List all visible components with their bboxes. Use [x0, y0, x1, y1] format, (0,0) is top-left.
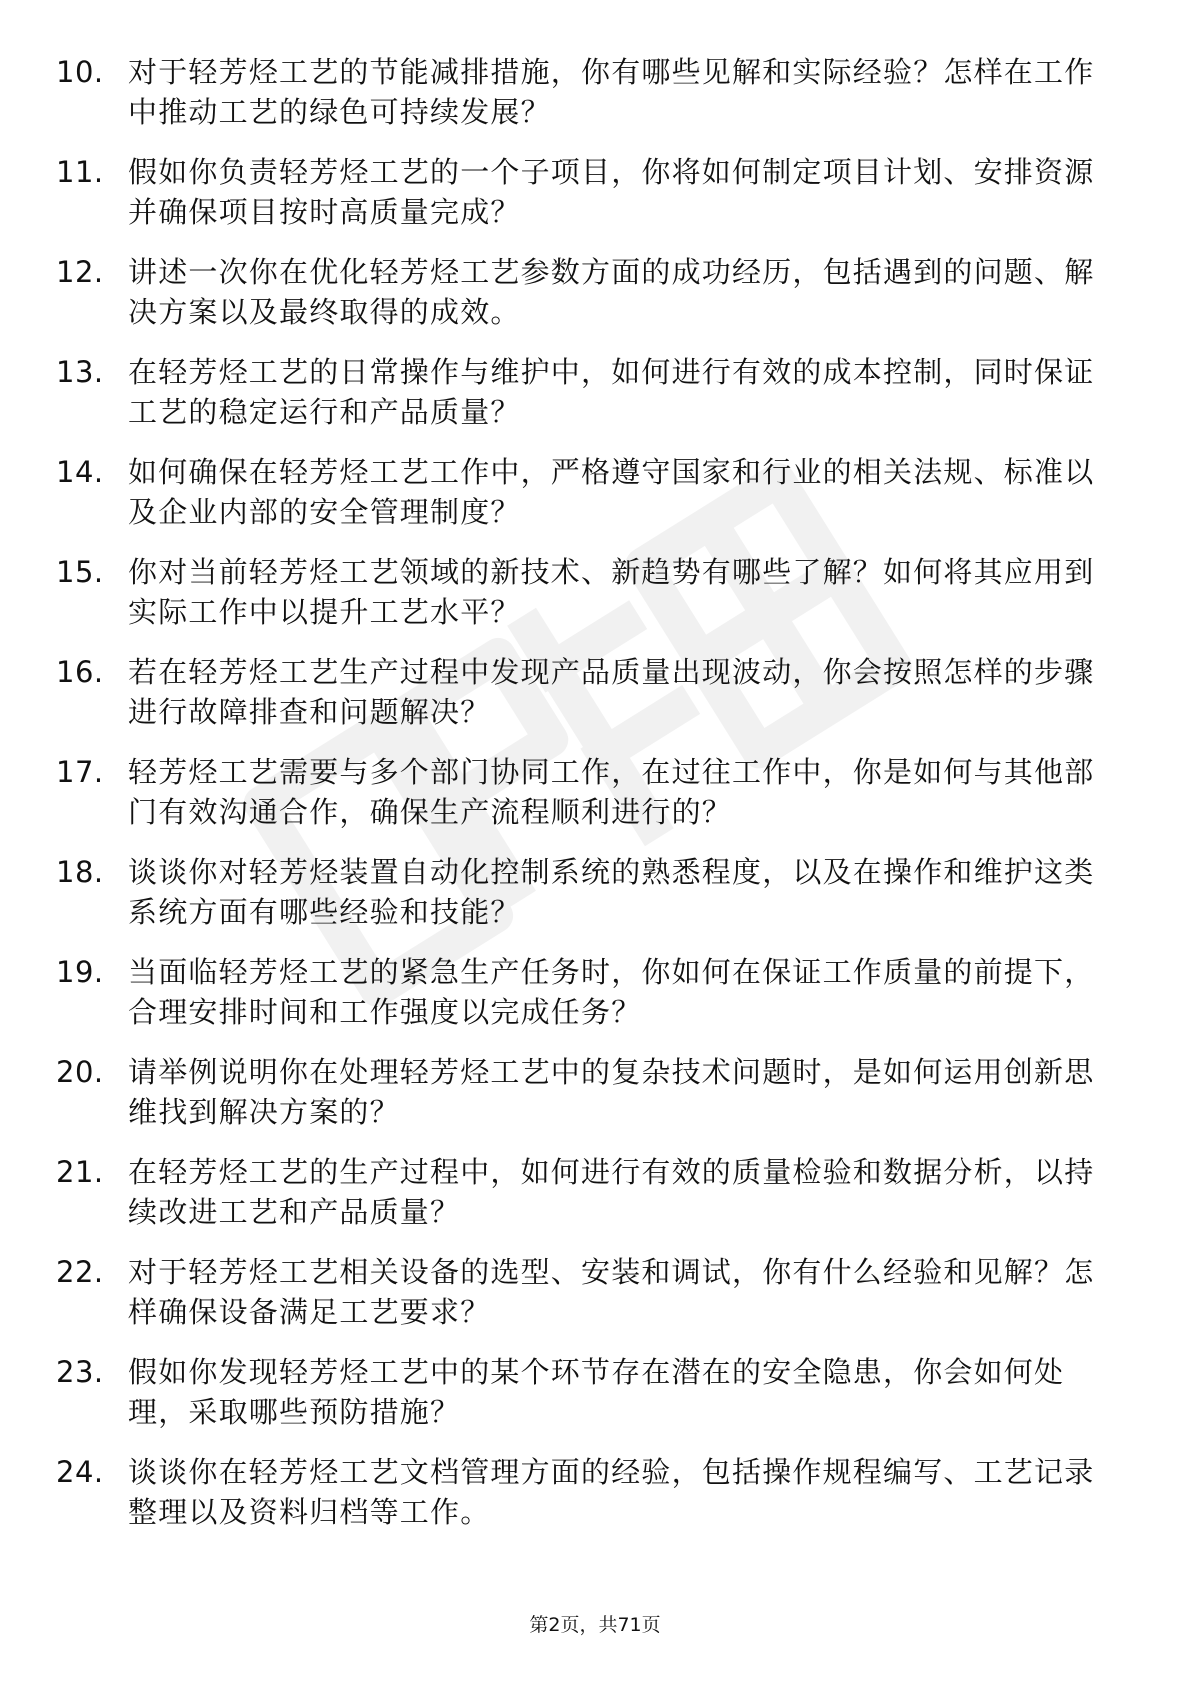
list-item [56, 452, 1106, 552]
question-text: 谈谈你对轻芳烃装置自动化控制系统的熟悉程度，以及在操作和维护这类系统方面有哪些经验和技能？ [128, 855, 1095, 929]
list-item [56, 952, 1106, 1052]
question-number: 21. [56, 1155, 104, 1189]
question-list [56, 52, 1106, 1552]
question-number: 23. [56, 1355, 104, 1389]
question-text: 轻芳烃工艺需要与多个部门协同工作，在过往工作中，你是如何与其他部门有效沟通合作，确保生产流程顺利进行的？ [128, 755, 1095, 829]
question-text: 请举例说明你在处理轻芳烃工艺中的复杂技术问题时，是如何运用创新思维找到解决方案的？ [128, 1055, 1095, 1129]
list-item [56, 752, 1106, 852]
question-number: 11. [56, 155, 104, 189]
question-number: 16. [56, 655, 104, 689]
question-text: 假如你负责轻芳烃工艺的一个子项目，你将如何制定项目计划、安排资源并确保项目按时高质量完成？ [128, 155, 1095, 229]
question-number: 10. [56, 55, 104, 89]
question-text: 若在轻芳烃工艺生产过程中发现产品质量出现波动，你会按照怎样的步骤进行故障排查和问题解决？ [128, 655, 1095, 729]
list-item [56, 1052, 1106, 1152]
question-number: 18. [56, 855, 104, 889]
question-text: 讲述一次你在优化轻芳烃工艺参数方面的成功经历，包括遇到的问题、解决方案以及最终取得的成效。 [128, 255, 1095, 329]
question-text: 对于轻芳烃工艺的节能减排措施，你有哪些见解和实际经验？怎样在工作中推动工艺的绿色可持续发展？ [128, 55, 1095, 129]
question-number: 15. [56, 555, 104, 589]
page-footer: 第2页，共71页 [529, 1614, 661, 1636]
list-item [56, 152, 1106, 252]
list-item [56, 1452, 1106, 1552]
question-number: 24. [56, 1455, 104, 1489]
question-number: 12. [56, 255, 104, 289]
list-item [56, 1252, 1106, 1352]
question-text: 假如你发现轻芳烃工艺中的某个环节存在潜在的安全隐患，你会如何处理，采取哪些预防措施？ [128, 1355, 1065, 1429]
question-text: 当面临轻芳烃工艺的紧急生产任务时，你如何在保证工作质量的前提下，合理安排时间和工作强度以完成任务？ [128, 955, 1095, 1029]
list-item [56, 852, 1106, 952]
question-text: 如何确保在轻芳烃工艺工作中，严格遵守国家和行业的相关法规、标准以及企业内部的安全管理制度？ [128, 455, 1095, 529]
question-number: 19. [56, 955, 104, 989]
question-text: 在轻芳烃工艺的生产过程中，如何进行有效的质量检验和数据分析，以持续改进工艺和产品质量？ [128, 1155, 1095, 1229]
question-number: 14. [56, 455, 104, 489]
question-text: 在轻芳烃工艺的日常操作与维护中，如何进行有效的成本控制，同时保证工艺的稳定运行和产品质量？ [128, 355, 1095, 429]
question-number: 22. [56, 1255, 104, 1289]
question-number: 20. [56, 1055, 104, 1089]
list-item [56, 652, 1106, 752]
list-item [56, 1352, 1106, 1452]
list-item [56, 552, 1106, 652]
question-number: 13. [56, 355, 104, 389]
list-item [56, 52, 1106, 152]
question-text: 对于轻芳烃工艺相关设备的选型、安装和调试，你有什么经验和见解？怎样确保设备满足工艺要求？ [128, 1255, 1095, 1329]
question-number: 17. [56, 755, 104, 789]
list-item [56, 252, 1106, 352]
question-text: 你对当前轻芳烃工艺领域的新技术、新趋势有哪些了解？如何将其应用到实际工作中以提升工艺水平？ [128, 555, 1095, 629]
question-text: 谈谈你在轻芳烃工艺文档管理方面的经验，包括操作规程编写、工艺记录整理以及资料归档等工作。 [128, 1455, 1095, 1529]
list-item [56, 1152, 1106, 1252]
list-item [56, 352, 1106, 452]
